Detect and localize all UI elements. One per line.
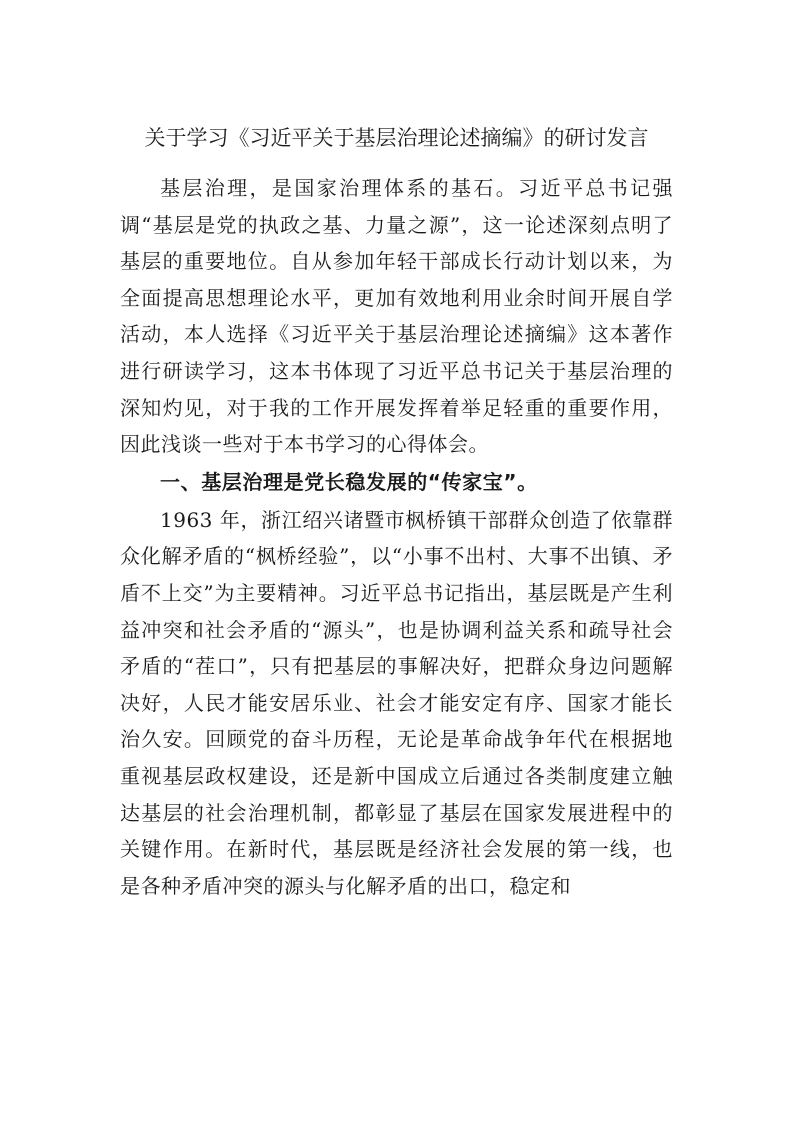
section-heading-1: 一、基层治理是党长稳发展的“传家宝”。 [160,469,538,494]
document-title: 关于学习《习近平关于基层治理论述摘编》的研讨发言 [144,126,649,150]
paragraph-intro: 基层治理，是国家治理体系的基石。习近平总书记强调“基层是党的执政之基、力量之源”，这一论述深刻点明了基层的重要地位。自从参加年轻干部成长行动计划以来，为全面提高思想理论水平，更加有效地利用业余时间开展自学活动，本人选择《习近平关于基层治理论述摘编》这本著作进行研读学习，这本书体现了习近平总书记关于基层治理的深知灼见，对于我的工作开展发挥着举足轻重的重要作用，因此浅谈一些对于本书学习的心得体会。 [120,176,673,457]
document-body [120,170,673,904]
paragraph-fengqiao: 1963 年，浙江绍兴诸暨市枫桥镇干部群众创造了依靠群众化解矛盾的“枫桥经验”，以“小事不出村、大事不出镇、矛盾不上交”为主要精神。习近平总书记指出，基层既是产生利益冲突和社会矛盾的“源头”，也是协调利益关系和疏导社会矛盾的“茬口”，只有把基层的事解决好，把群众身边问题解决好，人民才能安居乐业、社会才能安定有序、国家才能长治久安。回顾党的奋斗历程，无论是革命战争年代在根据地重视基层政权建设，还是新中国成立后通过各类制度建立触达基层的社会治理机制，都彰显了基层在国家发展进程中的关键作用。在新时代，基层既是经济社会发展的第一线，也是各种矛盾冲突的源头与化解矛盾的出口，稳定和 [120,507,673,898]
